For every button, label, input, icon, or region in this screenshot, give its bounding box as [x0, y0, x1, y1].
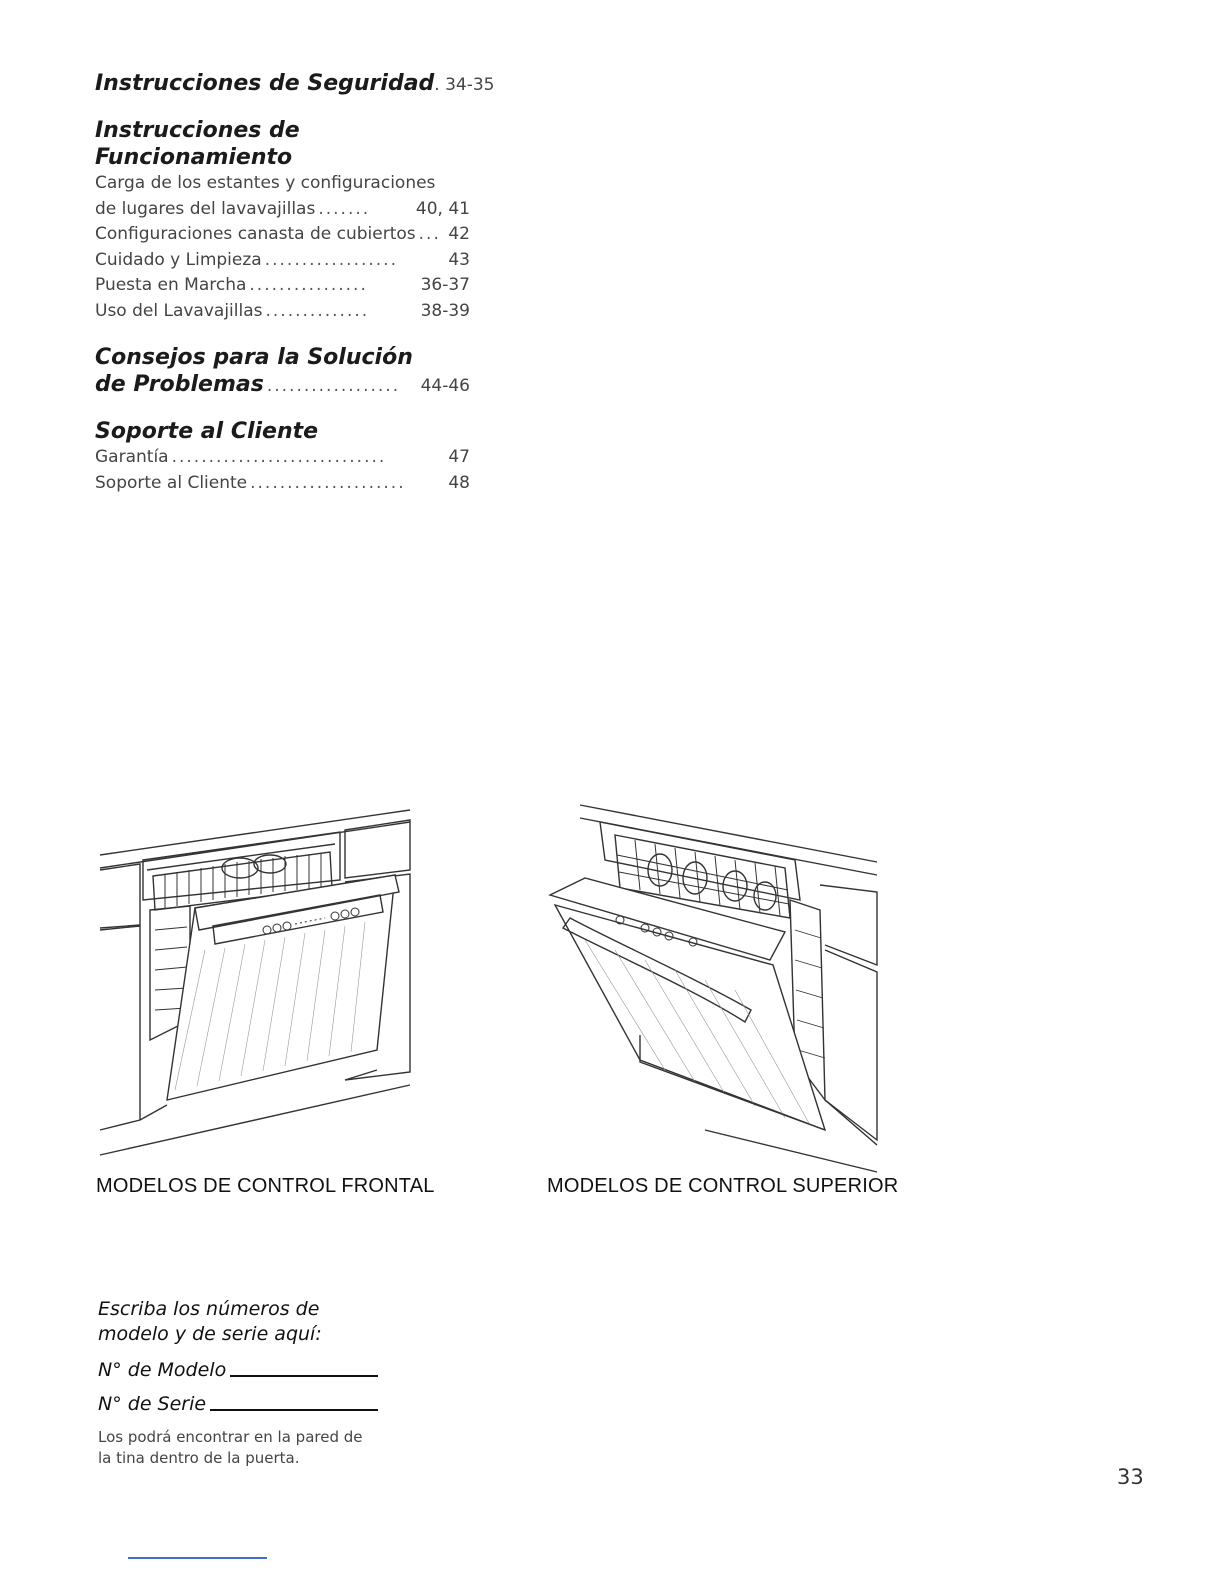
toc-entry [95, 471, 470, 497]
top-control-caption: MODELOS DE CONTROL SUPERIOR [547, 1175, 899, 1197]
section-pages-troubleshooting: 44-46 [420, 376, 470, 396]
toc-entry [95, 273, 470, 299]
front-control-caption: MODELOS DE CONTROL FRONTAL [96, 1175, 435, 1197]
leader-dots: .................. [266, 376, 401, 396]
toc-entry-pages: 47 [448, 447, 470, 467]
section-title-support: Soporte al Cliente [95, 419, 319, 444]
leader-dots: ..................... [250, 472, 406, 493]
toc-entry-pages: 48 [448, 472, 470, 493]
leader-dots: ....... [318, 198, 371, 219]
model-number-blank-line[interactable] [230, 1375, 378, 1377]
toc-entry-pages: 40, 41 [415, 198, 470, 219]
footer-rule [128, 1557, 267, 1559]
leader-dots: .............. [265, 300, 370, 321]
toc-entry-label: Cuidado y Limpieza [95, 249, 262, 270]
section-title-safety: Instrucciones de Seguridad [95, 71, 435, 96]
record-instruction-line2: modelo y de serie aquí: [98, 1323, 322, 1345]
toc-entry [95, 445, 470, 471]
record-instruction-line1: Escriba los números de [98, 1298, 320, 1320]
leader-dots: ... [418, 224, 441, 244]
section-title-troubleshooting-line2: de Problemas [95, 372, 264, 397]
model-number-field[interactable] [98, 1359, 418, 1381]
leader-dots: ................ [249, 275, 368, 295]
serial-number-label: N° de Serie [98, 1393, 207, 1415]
toc-section-troubleshooting [95, 371, 470, 398]
toc-entry-label: Uso del Lavavajillas [95, 300, 263, 321]
table-of-contents [95, 70, 495, 496]
front-control-dishwasher-illustration [95, 800, 415, 1170]
toc-section-safety [95, 70, 495, 97]
toc-entry-label: Garantía [95, 447, 169, 467]
toc-entry-label: de lugares del lavavajillas [95, 198, 316, 219]
model-number-label: N° de Modelo [98, 1359, 227, 1381]
toc-entry [95, 299, 470, 325]
toc-entry-pages: 38-39 [420, 300, 470, 321]
serial-number-blank-line[interactable] [210, 1409, 378, 1411]
toc-entry-label: Puesta en Marcha [95, 275, 247, 295]
toc-entry-label: Soporte al Cliente [95, 472, 248, 493]
model-serial-record [98, 1297, 418, 1469]
page-number: 33 [1117, 1465, 1144, 1489]
toc-entry-pages: 43 [448, 249, 470, 270]
leader-dots: ............................. [171, 447, 387, 467]
record-note-line1: Los podrá encontrar en la pared de [98, 1428, 363, 1446]
toc-entry [95, 197, 470, 223]
section-title-troubleshooting-line1: Consejos para la Solución [95, 345, 413, 370]
top-control-dishwasher-illustration [545, 800, 880, 1175]
toc-entry [95, 222, 470, 248]
section-pages-safety: . 34-35 [434, 75, 495, 95]
record-note-line2: la tina dentro de la puerta. [98, 1449, 300, 1467]
leader-dots: .................. [264, 249, 398, 270]
serial-number-field[interactable] [98, 1393, 418, 1415]
toc-entry-text: Carga de los estantes y configuraciones [95, 173, 436, 193]
toc-entry [95, 248, 470, 274]
toc-entry-pages: 42 [448, 224, 470, 244]
toc-entry-pages: 36-37 [420, 275, 470, 295]
section-title-operating: Instrucciones de Funcionamiento [95, 118, 300, 170]
toc-entry-label: Configuraciones canasta de cubiertos [95, 224, 416, 244]
